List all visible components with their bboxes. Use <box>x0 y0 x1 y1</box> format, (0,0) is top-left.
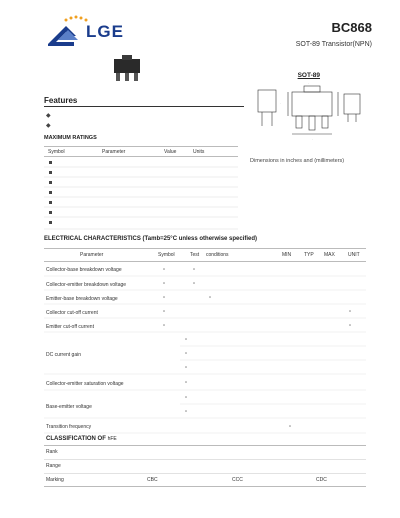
elec-row-label: DC current gain <box>46 352 82 358</box>
electrical-heading: ELECTRICAL CHARACTERISTICS (Tamb=25°C unless otherwise specified) <box>44 236 258 242</box>
package-label: SOT-89 <box>297 72 320 79</box>
elec-col-unit: UNIT <box>348 252 360 258</box>
elec-row-label: Collector cut-off current <box>46 310 98 316</box>
dimension-note: Dimensions in inches and (millimeters) <box>250 158 345 164</box>
feature-bullet-icon: ◆ <box>46 123 51 129</box>
svg-text:.: . <box>308 81 309 85</box>
elec-col-max: MAX <box>324 252 335 258</box>
classification-heading <box>46 436 117 442</box>
elec-row-label: Collector-base breakdown voltage <box>46 267 122 273</box>
max-ratings-heading: MAXIMUM RATINGS <box>44 135 97 141</box>
classification-top-line <box>44 445 366 446</box>
elec-col-typ: TYP <box>304 252 314 258</box>
max-col-units: Units <box>193 149 205 155</box>
elec-row-label: Collector-emitter breakdown voltage <box>46 282 127 288</box>
class-row-label: Marking <box>46 477 64 483</box>
elec-row-label: Base-emitter voltage <box>46 404 92 410</box>
subtitle: SOT-89 Transistor(NPN) <box>295 41 372 48</box>
elec-row-label: Collector-emitter saturation voltage <box>46 381 124 387</box>
class-row-label: Range <box>46 463 61 469</box>
max-ratings-top-line <box>44 146 238 147</box>
elec-col-symbol: Symbol <box>158 252 175 258</box>
svg-text:.: . <box>312 137 313 141</box>
marking-value: CDC <box>316 477 327 483</box>
electrical-top-line <box>44 248 366 249</box>
sun-rays-icon <box>65 16 88 22</box>
package-outline-drawing <box>252 80 370 156</box>
elec-col-parameter: Parameter <box>80 252 104 258</box>
elec-col-test: Test <box>190 252 200 258</box>
class-row-label: Rank <box>46 449 58 455</box>
classification-bottom-line <box>44 486 366 487</box>
elec-row-label: Emitter-base breakdown voltage <box>46 296 118 302</box>
svg-text:.: . <box>280 101 281 105</box>
features-divider <box>44 106 244 107</box>
sot89-chip-image <box>108 55 148 85</box>
class-row-line <box>44 473 366 474</box>
max-col-value: Value <box>164 149 177 155</box>
part-number: BC868 <box>331 20 372 35</box>
elec-row-label: Transition frequency <box>46 424 92 430</box>
max-col-parameter: Parameter <box>102 149 126 155</box>
max-col-symbol: Symbol <box>48 149 65 155</box>
max-ratings-rows <box>44 157 238 231</box>
electrical-grid <box>44 262 366 434</box>
class-row-line <box>44 459 366 460</box>
feature-bullet-icon: ◆ <box>46 113 51 119</box>
marking-value: CBC <box>147 477 158 483</box>
elec-col-conditions: conditions <box>206 252 229 258</box>
elec-col-min: MIN <box>282 252 292 258</box>
features-heading: Features <box>44 96 78 105</box>
logo-text: LGE <box>86 22 124 41</box>
elec-row-label: Emitter cut-off current <box>46 324 94 330</box>
marking-value: CCC <box>232 477 243 483</box>
classification-title-suffix: hFE <box>107 436 117 442</box>
classification-title: CLASSIFICATION OF <box>46 436 106 442</box>
